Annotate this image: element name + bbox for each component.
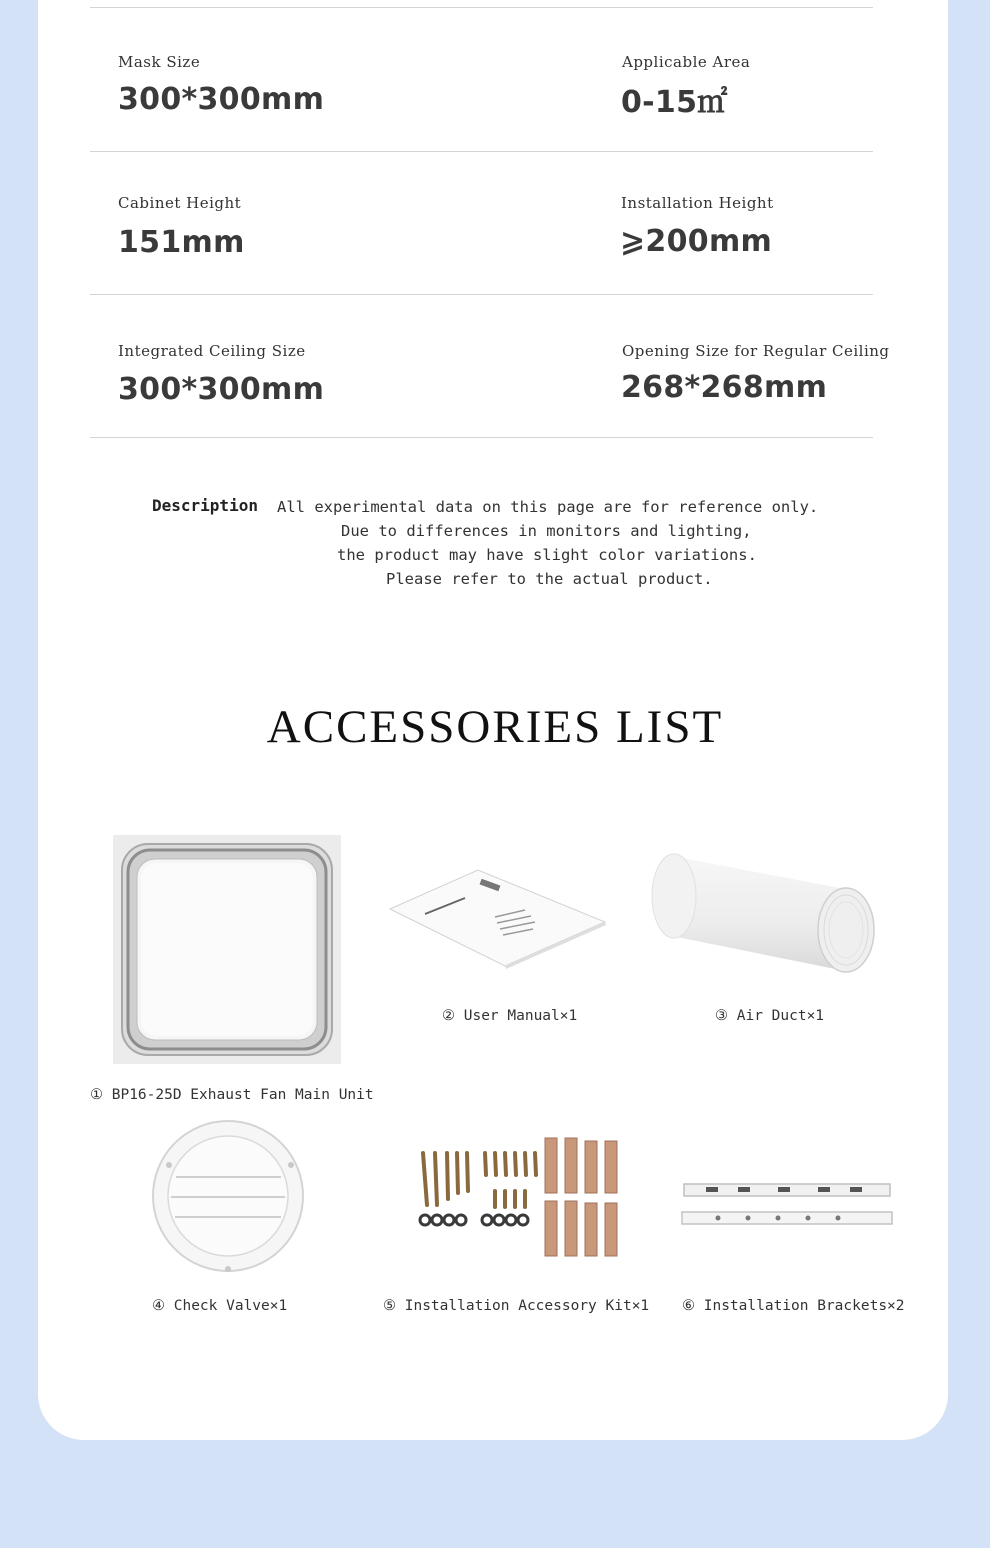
spec-value-mask-size: 300*300mm bbox=[118, 82, 325, 117]
spec-label-cabinet-height: Cabinet Height bbox=[118, 194, 242, 212]
check-valve-image bbox=[151, 1119, 306, 1274]
air-duct-tube-image bbox=[650, 848, 878, 974]
spec-label-installation-height: Installation Height bbox=[621, 194, 774, 212]
divider bbox=[90, 7, 873, 8]
screws-and-clips-image bbox=[415, 1133, 630, 1263]
exhaust-fan-panel-image bbox=[113, 835, 341, 1064]
spec-label-opening-size: Opening Size for Regular Ceiling bbox=[622, 342, 890, 360]
spec-value-applicable-area: 0-15㎡ bbox=[621, 85, 728, 120]
description-title: Description bbox=[152, 496, 258, 515]
spec-label-applicable-area: Applicable Area bbox=[622, 53, 751, 71]
spec-value-installation-height: ⩾200mm bbox=[620, 224, 773, 259]
spec-label-mask-size: Mask Size bbox=[118, 53, 201, 71]
divider bbox=[90, 294, 873, 295]
description-line: Due to differences in monitors and lighting, bbox=[341, 522, 752, 540]
spec-label-integrated-ceiling-size: Integrated Ceiling Size bbox=[118, 342, 306, 360]
mounting-brackets-image bbox=[678, 1176, 896, 1236]
spec-value-opening-size: 268*268mm bbox=[621, 370, 828, 405]
description-line: All experimental data on this page are for reference only. bbox=[277, 498, 819, 516]
accessory-caption: ④ Check Valve×1 bbox=[152, 1298, 288, 1314]
accessory-caption: ② User Manual×1 bbox=[442, 1008, 578, 1024]
spec-value-cabinet-height: 151mm bbox=[118, 225, 245, 260]
manual-booklet-image bbox=[385, 862, 610, 972]
divider bbox=[90, 151, 873, 152]
divider bbox=[90, 437, 873, 438]
accessory-caption: ① BP16-25D Exhaust Fan Main Unit bbox=[90, 1087, 374, 1103]
accessory-caption: ⑤ Installation Accessory Kit×1 bbox=[383, 1298, 650, 1314]
spec-value-integrated-ceiling-size: 300*300mm bbox=[118, 372, 325, 407]
description-line: the product may have slight color variations. bbox=[337, 546, 757, 564]
description-line: Please refer to the actual product. bbox=[386, 570, 713, 588]
accessories-title: ACCESSORIES LIST bbox=[266, 701, 724, 753]
accessory-caption: ⑥ Installation Brackets×2 bbox=[682, 1298, 905, 1314]
accessory-caption: ③ Air Duct×1 bbox=[715, 1008, 825, 1024]
